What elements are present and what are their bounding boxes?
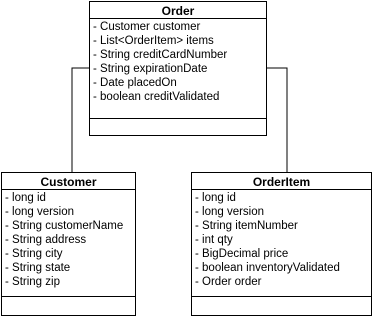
order-attribute: - Date placedOn: [93, 77, 177, 89]
customer-attribute: - String zip: [5, 276, 60, 288]
customer-class-box: [1, 172, 136, 316]
orderitem-attribute: - Order order: [195, 276, 262, 288]
order-class-box: [89, 1, 267, 136]
order-class-name: Order: [90, 2, 266, 19]
order-attribute: - String creditCardNumber: [93, 49, 228, 61]
customer-class-name: Customer: [2, 173, 135, 190]
order-attribute: - boolean creditValidated: [93, 91, 220, 103]
orderitem-attribute: - String itemNumber: [195, 220, 298, 232]
orderitem-class-box: [191, 172, 372, 316]
customer-attribute: - String address: [5, 234, 87, 246]
orderitem-attributes: [192, 190, 371, 297]
orderitem-attribute: - boolean inventoryValidated: [195, 262, 340, 274]
order-attribute: - List<OrderItem> items: [93, 35, 214, 47]
order-attribute: - String expirationDate: [93, 63, 208, 75]
orderitem-attribute: - int qty: [195, 234, 233, 246]
customer-attribute: - long id: [5, 192, 46, 204]
orderitem-attribute: - long version: [195, 206, 265, 218]
order-customer-association-line: [72, 68, 89, 172]
customer-attribute: - String customerName: [5, 220, 124, 232]
customer-attribute: - long version: [5, 206, 75, 218]
orderitem-attribute: - long id: [195, 192, 236, 204]
orderitem-attribute: - BigDecimal price: [195, 248, 289, 260]
order-attribute: - Customer customer: [93, 21, 201, 33]
customer-attribute: - String state: [5, 262, 71, 274]
orderitem-class-name: OrderItem: [192, 173, 371, 190]
customer-attributes: [2, 190, 135, 297]
order-attributes: [90, 19, 266, 119]
order-orderitem-association-line: [267, 68, 287, 172]
customer-attribute: - String city: [5, 248, 63, 260]
